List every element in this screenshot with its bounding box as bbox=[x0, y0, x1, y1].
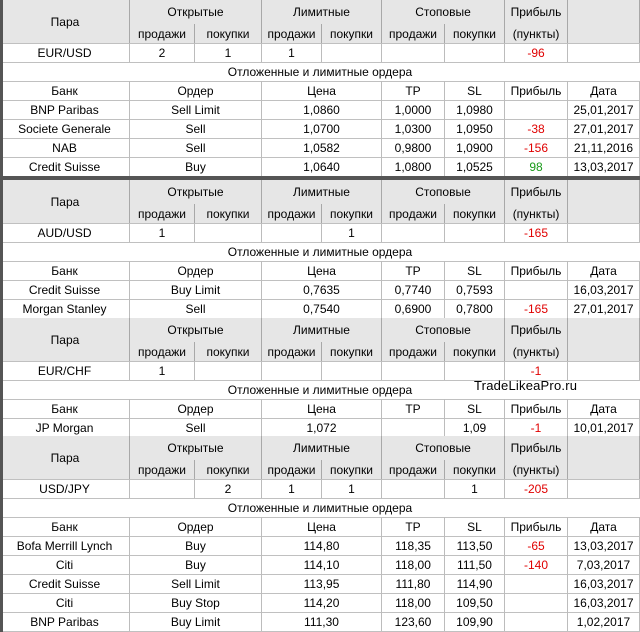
order-type: Buy Stop bbox=[130, 593, 262, 612]
order-date: 7,03,2017 bbox=[568, 555, 640, 574]
limit-sells-header: продажи bbox=[262, 460, 322, 479]
sheet-left-border bbox=[0, 0, 3, 632]
open-buys-header: покупки bbox=[195, 204, 262, 223]
open-sell-count bbox=[130, 479, 195, 498]
pair-label: Пара bbox=[50, 332, 80, 347]
order-price: 1,072 bbox=[262, 418, 382, 437]
order-bank: Citi bbox=[0, 555, 130, 574]
limit-buys-header: покупки bbox=[322, 204, 382, 223]
order-price: 1,0640 bbox=[262, 157, 382, 176]
date-header: Дата bbox=[568, 81, 640, 100]
order-profit: -38 bbox=[505, 119, 568, 138]
order-price: 113,95 bbox=[262, 574, 382, 593]
profit-header: Прибыль bbox=[505, 180, 568, 204]
pending-orders-title: Отложенные и лимитные ордера bbox=[227, 64, 413, 79]
order-price: 1,0700 bbox=[262, 119, 382, 138]
sl-header: SL bbox=[445, 399, 505, 418]
order-bank: JP Morgan bbox=[0, 418, 130, 437]
limit-sells-header: продажи bbox=[262, 204, 322, 223]
order-type: Sell bbox=[130, 418, 262, 437]
price-header: Цена bbox=[262, 399, 382, 418]
orders-header-row bbox=[0, 261, 640, 280]
date-header: Дата bbox=[568, 399, 640, 418]
order-profit bbox=[505, 574, 568, 593]
stop-header: Стоповые bbox=[382, 318, 505, 342]
order-profit-header: Прибыль bbox=[505, 399, 568, 418]
limit-buy-count: 1 bbox=[322, 479, 382, 498]
stop-sells-header: продажи bbox=[382, 24, 445, 43]
open-header: Открытые bbox=[130, 318, 262, 342]
order-type: Buy Limit bbox=[130, 280, 262, 299]
order-profit-header: Прибыль bbox=[505, 261, 568, 280]
order-profit-header: Прибыль bbox=[505, 81, 568, 100]
order-tp: 1,0000 bbox=[382, 100, 445, 119]
order-sl: 1,0980 bbox=[445, 100, 505, 119]
pair-date-blank bbox=[568, 43, 640, 62]
order-bank: Societe Generale bbox=[0, 119, 130, 138]
order-type: Sell bbox=[130, 299, 262, 318]
order-tp bbox=[382, 418, 445, 437]
order-profit bbox=[505, 593, 568, 612]
stop-buys-header: покупки bbox=[445, 24, 505, 43]
open-sell-count: 1 bbox=[130, 361, 195, 380]
pair-name: EUR/CHF bbox=[0, 361, 130, 380]
date-header: Дата bbox=[568, 261, 640, 280]
open-header: Открытые bbox=[130, 0, 262, 24]
order-date: 25,01,2017 bbox=[568, 100, 640, 119]
order-sl: 109,50 bbox=[445, 593, 505, 612]
pair-data-row bbox=[0, 43, 640, 62]
order-profit: -165 bbox=[505, 299, 568, 318]
open-buy-count bbox=[195, 361, 262, 380]
order-price: 111,30 bbox=[262, 612, 382, 631]
open-sell-count: 2 bbox=[130, 43, 195, 62]
order-bank: NAB bbox=[0, 138, 130, 157]
open-sells-header: продажи bbox=[130, 24, 195, 43]
limit-sell-count: 1 bbox=[262, 479, 322, 498]
order-header: Ордер bbox=[130, 81, 262, 100]
order-profit: -65 bbox=[505, 536, 568, 555]
order-bank: Credit Suisse bbox=[0, 157, 130, 176]
stop-buy-count bbox=[445, 43, 505, 62]
tp-header: TP bbox=[382, 261, 445, 280]
pair-name: USD/JPY bbox=[0, 479, 130, 498]
tp-header: TP bbox=[382, 517, 445, 536]
order-row bbox=[0, 299, 640, 318]
stop-buy-count: 1 bbox=[445, 479, 505, 498]
points-header: (пункты) bbox=[505, 24, 568, 43]
stop-header: Стоповые bbox=[382, 180, 505, 204]
open-buy-count bbox=[195, 223, 262, 242]
stop-sell-count bbox=[382, 223, 445, 242]
open-sells-header: продажи bbox=[130, 460, 195, 479]
order-header: Ордер bbox=[130, 517, 262, 536]
pair-data-row bbox=[0, 223, 640, 242]
order-bank: Credit Suisse bbox=[0, 574, 130, 593]
limit-header: Лимитные bbox=[262, 436, 382, 460]
date-header: Дата bbox=[568, 517, 640, 536]
stop-buys-header: покупки bbox=[445, 460, 505, 479]
order-sl: 113,50 bbox=[445, 536, 505, 555]
pending-title-row bbox=[0, 498, 640, 517]
pending-title-row bbox=[0, 242, 640, 261]
order-price: 1,0860 bbox=[262, 100, 382, 119]
open-header: Открытые bbox=[130, 436, 262, 460]
order-date: 16,03,2017 bbox=[568, 574, 640, 593]
pair-data-row bbox=[0, 479, 640, 498]
order-tp: 111,80 bbox=[382, 574, 445, 593]
limit-buys-header: покупки bbox=[322, 460, 382, 479]
order-type: Sell Limit bbox=[130, 574, 262, 593]
open-sells-header: продажи bbox=[130, 204, 195, 223]
order-sl: 0,7800 bbox=[445, 299, 505, 318]
date-sub-blank bbox=[568, 204, 640, 223]
orders-header-row bbox=[0, 81, 640, 100]
order-profit bbox=[505, 280, 568, 299]
order-tp: 118,35 bbox=[382, 536, 445, 555]
order-sl: 1,09 bbox=[445, 418, 505, 437]
order-date: 13,03,2017 bbox=[568, 157, 640, 176]
order-sl: 1,0900 bbox=[445, 138, 505, 157]
limit-header: Лимитные bbox=[262, 0, 382, 24]
stop-buys-header: покупки bbox=[445, 342, 505, 361]
limit-buy-count: 1 bbox=[322, 223, 382, 242]
order-price: 114,20 bbox=[262, 593, 382, 612]
stop-sells-header: продажи bbox=[382, 204, 445, 223]
order-row bbox=[0, 612, 640, 631]
limit-header: Лимитные bbox=[262, 180, 382, 204]
order-profit: -140 bbox=[505, 555, 568, 574]
order-price: 1,0582 bbox=[262, 138, 382, 157]
points-header: (пункты) bbox=[505, 460, 568, 479]
order-header: Ордер bbox=[130, 399, 262, 418]
sl-header: SL bbox=[445, 261, 505, 280]
order-tp: 0,6900 bbox=[382, 299, 445, 318]
order-profit bbox=[505, 100, 568, 119]
order-row bbox=[0, 280, 640, 299]
order-date: 27,01,2017 bbox=[568, 119, 640, 138]
pair-profit: -1 bbox=[505, 361, 568, 380]
bank-header: Банк bbox=[0, 81, 130, 100]
order-profit: 98 bbox=[505, 157, 568, 176]
profit-header: Прибыль bbox=[505, 436, 568, 460]
order-type: Buy bbox=[130, 536, 262, 555]
order-price: 114,10 bbox=[262, 555, 382, 574]
order-profit bbox=[505, 612, 568, 631]
pending-title-row bbox=[0, 62, 640, 81]
order-row bbox=[0, 536, 640, 555]
date-sub-blank bbox=[568, 24, 640, 43]
stop-sell-count bbox=[382, 361, 445, 380]
open-sells-header: продажи bbox=[130, 342, 195, 361]
order-sl: 1,0525 bbox=[445, 157, 505, 176]
price-header: Цена bbox=[262, 81, 382, 100]
date-sub-blank bbox=[568, 342, 640, 361]
price-header: Цена bbox=[262, 261, 382, 280]
open-buys-header: покупки bbox=[195, 342, 262, 361]
order-tp: 0,7740 bbox=[382, 280, 445, 299]
bank-header: Банк bbox=[0, 517, 130, 536]
pair-date-blank bbox=[568, 479, 640, 498]
order-price: 114,80 bbox=[262, 536, 382, 555]
order-date: 10,01,2017 bbox=[568, 418, 640, 437]
points-header: (пункты) bbox=[505, 342, 568, 361]
order-sl: 114,90 bbox=[445, 574, 505, 593]
pair-label: Пара bbox=[50, 450, 80, 465]
order-date: 16,03,2017 bbox=[568, 280, 640, 299]
order-profit: -156 bbox=[505, 138, 568, 157]
order-bank: BNP Paribas bbox=[0, 100, 130, 119]
date-header-blank bbox=[568, 318, 640, 342]
pending-orders-title: Отложенные и лимитные ордера bbox=[227, 500, 413, 515]
profit-header: Прибыль bbox=[505, 318, 568, 342]
order-tp: 118,00 bbox=[382, 555, 445, 574]
pair-profit: -165 bbox=[505, 223, 568, 242]
sl-header: SL bbox=[445, 81, 505, 100]
order-row bbox=[0, 574, 640, 593]
order-bank: Credit Suisse bbox=[0, 280, 130, 299]
order-date: 16,03,2017 bbox=[568, 593, 640, 612]
stop-sells-header: продажи bbox=[382, 342, 445, 361]
profit-header: Прибыль bbox=[505, 0, 568, 24]
points-header: (пункты) bbox=[505, 204, 568, 223]
pair-name: EUR/USD bbox=[0, 43, 130, 62]
order-sl: 0,7593 bbox=[445, 280, 505, 299]
order-row bbox=[0, 119, 640, 138]
order-tp: 0,9800 bbox=[382, 138, 445, 157]
stop-buy-count bbox=[445, 223, 505, 242]
limit-sell-count bbox=[262, 361, 322, 380]
orders-header-row bbox=[0, 399, 640, 418]
order-type: Sell Limit bbox=[130, 100, 262, 119]
order-date: 21,11,2016 bbox=[568, 138, 640, 157]
limit-buy-count bbox=[322, 361, 382, 380]
limit-sells-header: продажи bbox=[262, 24, 322, 43]
open-buys-header: покупки bbox=[195, 460, 262, 479]
stop-buys-header: покупки bbox=[445, 204, 505, 223]
limit-buys-header: покупки bbox=[322, 342, 382, 361]
order-row bbox=[0, 138, 640, 157]
pending-orders-title: Отложенные и лимитные ордера bbox=[227, 244, 413, 259]
order-header: Ордер bbox=[130, 261, 262, 280]
stop-header: Стоповые bbox=[382, 0, 505, 24]
order-bank: Bofa Merrill Lynch bbox=[0, 536, 130, 555]
pair-label: Пара bbox=[50, 194, 80, 209]
order-type: Buy bbox=[130, 157, 262, 176]
open-buy-count: 2 bbox=[195, 479, 262, 498]
limit-sell-count: 1 bbox=[262, 43, 322, 62]
price-header: Цена bbox=[262, 517, 382, 536]
order-bank: BNP Paribas bbox=[0, 612, 130, 631]
order-type: Sell bbox=[130, 138, 262, 157]
watermark-text: TradeLikeaPro.ru bbox=[474, 378, 578, 393]
pair-date-blank bbox=[568, 223, 640, 242]
order-row bbox=[0, 593, 640, 612]
limit-buy-count bbox=[322, 43, 382, 62]
pair-label: Пара bbox=[50, 14, 80, 29]
open-sell-count: 1 bbox=[130, 223, 195, 242]
limit-sell-count bbox=[262, 223, 322, 242]
order-sl: 1,0950 bbox=[445, 119, 505, 138]
stop-sells-header: продажи bbox=[382, 460, 445, 479]
order-row bbox=[0, 418, 640, 437]
order-bank: Morgan Stanley bbox=[0, 299, 130, 318]
order-price: 0,7635 bbox=[262, 280, 382, 299]
tp-header: TP bbox=[382, 399, 445, 418]
order-bank: Citi bbox=[0, 593, 130, 612]
open-header: Открытые bbox=[130, 180, 262, 204]
sl-header: SL bbox=[445, 517, 505, 536]
stop-sell-count bbox=[382, 479, 445, 498]
tp-header: TP bbox=[382, 81, 445, 100]
date-header-blank bbox=[568, 180, 640, 204]
order-row bbox=[0, 157, 640, 176]
limit-header: Лимитные bbox=[262, 318, 382, 342]
date-sub-blank bbox=[568, 460, 640, 479]
stop-header: Стоповые bbox=[382, 436, 505, 460]
order-type: Sell bbox=[130, 119, 262, 138]
date-header-blank bbox=[568, 436, 640, 460]
order-row bbox=[0, 555, 640, 574]
order-type: Buy bbox=[130, 555, 262, 574]
order-sl: 111,50 bbox=[445, 555, 505, 574]
order-tp: 1,0300 bbox=[382, 119, 445, 138]
order-price: 0,7540 bbox=[262, 299, 382, 318]
date-header-blank bbox=[568, 0, 640, 24]
order-sl: 109,90 bbox=[445, 612, 505, 631]
open-buys-header: покупки bbox=[195, 24, 262, 43]
limit-sells-header: продажи bbox=[262, 342, 322, 361]
pair-profit: -96 bbox=[505, 43, 568, 62]
order-date: 13,03,2017 bbox=[568, 536, 640, 555]
order-date: 27,01,2017 bbox=[568, 299, 640, 318]
order-tp: 118,00 bbox=[382, 593, 445, 612]
bank-header: Банк bbox=[0, 399, 130, 418]
pending-orders-title: Отложенные и лимитные ордера bbox=[227, 382, 413, 397]
order-date: 1,02,2017 bbox=[568, 612, 640, 631]
pair-date-blank bbox=[568, 361, 640, 380]
order-profit-header: Прибыль bbox=[505, 517, 568, 536]
order-row bbox=[0, 100, 640, 119]
open-buy-count: 1 bbox=[195, 43, 262, 62]
order-tp: 1,0800 bbox=[382, 157, 445, 176]
pair-profit: -205 bbox=[505, 479, 568, 498]
limit-buys-header: покупки bbox=[322, 24, 382, 43]
pair-name: AUD/USD bbox=[0, 223, 130, 242]
order-profit: -1 bbox=[505, 418, 568, 437]
stop-sell-count bbox=[382, 43, 445, 62]
orders-header-row bbox=[0, 517, 640, 536]
order-type: Buy Limit bbox=[130, 612, 262, 631]
order-tp: 123,60 bbox=[382, 612, 445, 631]
bank-header: Банк bbox=[0, 261, 130, 280]
